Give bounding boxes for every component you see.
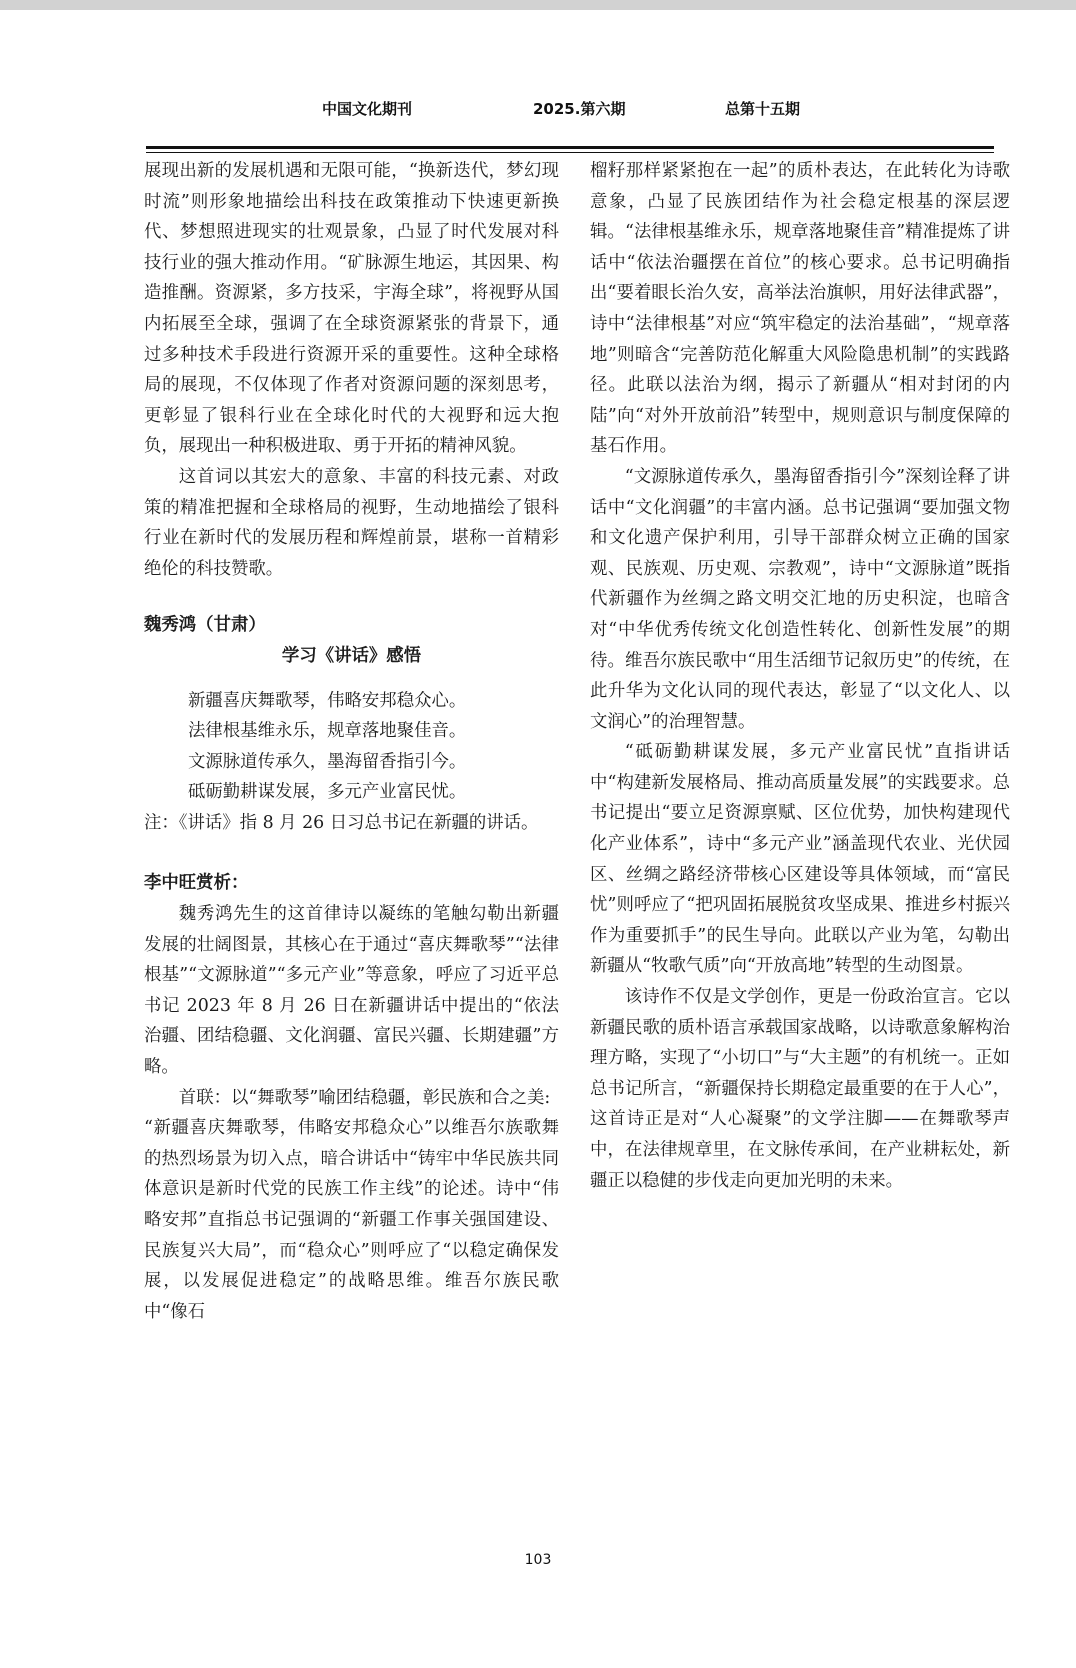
issue-label: 2025.第六期 [533, 100, 626, 118]
left-column [144, 156, 559, 1327]
journal-name: 中国文化期刊 [322, 100, 413, 118]
paragraph: 首联：以“舞歌琴”喻团结稳疆，彰民族和合之美: [178, 1087, 551, 1108]
paragraph: “砥砺勤耕谋发展，多元产业富民忧”直指讲话中“构建新发展格局、推动高质量发展”的实践要求。总书记提出“要立足资源禀赋、区位优势，加快构建现代化产业体系”，诗中“多元产业”涵盖现代农业、光伏园区、丝绸之路经济带核心区建设等具体领域，而“富民忧”则呼应了“把巩固拓展脱贫攻坚成果、推进乡村振兴作为重要抓手”的民生导向。此联以产业为笔，勾勒出新疆从“牧歌气质”向“开放高地”转型的生动图景。 [590, 742, 1010, 977]
poem-verse: 新疆喜庆舞歌琴，伟略安邦稳众心。 [188, 690, 467, 711]
header-rule-thick [146, 146, 994, 149]
right-column [590, 156, 1010, 1196]
page-number: 103 [524, 1552, 552, 1568]
paragraph: 这首词以其宏大的意象、丰富的科技元素、对政策的精准把握和全球格局的视野，生动地描绘了银科行业在新时代的发展历程和辉煌前景，堪称一首精彩绝伦的科技赞歌。 [144, 466, 559, 579]
poem-verse: 砥砺勤耕谋发展，多元产业富民忧。 [188, 782, 467, 803]
total-issue-label: 总第十五期 [725, 100, 801, 118]
paragraph: “文源脉道传承久，墨海留香指引今”深刻诠释了讲话中“文化润疆”的丰富内涵。总书记强调“要加强文物和文化遗产保护利用，引导干部群众树立正确的国家观、民族观、历史观、宗教观”，诗中“文源脉道”既指代新疆作为丝绸之路文明交汇地的历史积淀，也暗含对“中华优秀传统文化创造性转化、创新性发展”的期待。维吾尔族民歌中“用生活细节记叙历史”的传统，在此升华为文化认同的现代表达，彰显了“以文化人、以文润心”的治理智慧。 [590, 466, 1010, 732]
paragraph: “新疆喜庆舞歌琴，伟略安邦稳众心”以维吾尔族歌舞的热烈场景为切入点，暗合讲话中“铸牢中华民族共同体意识是新时代党的民族工作主线”的论述。诗中“伟略安邦”直指总书记强调的“新疆工作事关强国建设、民族复兴大局”，而“稳众心”则呼应了“以稳定确保发展，以发展促进稳定”的战略思维。维吾尔族民歌中“像石 [144, 1118, 559, 1322]
top-edge-bar [0, 0, 1076, 10]
poem-title: 学习《讲话》感悟 [281, 645, 422, 666]
poem-author: 魏秀鸿（甘肃） [144, 615, 266, 636]
critic-heading: 李中旺赏析： [144, 873, 249, 894]
poem-verses [144, 686, 559, 808]
poem-note: 注：《讲话》指 8 月 26 日习总书记在新疆的讲话。 [144, 812, 539, 833]
paragraph: 该诗作不仅是文学创作，更是一份政治宣言。它以新疆民歌的质朴语言承载国家战略，以诗歌意象解构治理方略，实现了“小切口”与“大主题”的有机统一。正如总书记所言，“新疆保持长期稳定最重要的在于人心”，这首诗正是对“人心凝聚”的文学注脚——在舞歌琴声中，在法律规章里，在文脉传承间，在产业耕耘处，新疆正以稳健的步伐走向更加光明的未来。 [590, 987, 1010, 1191]
poem-verse: 文源脉道传承久，墨海留香指引今。 [188, 751, 467, 772]
paragraph: 榴籽那样紧紧抱在一起”的质朴表达，在此转化为诗歌意象，凸显了民族团结作为社会稳定根基的深层逻辑。“法律根基维永乐，规章落地聚佳音”精准提炼了讲话中“依法治疆摆在首位”的核心要求。总书记明确指出“要着眼长治久安，高举法治旗帜，用好法律武器”，诗中“法律根基”对应“筑牢稳定的法治基础”，“规章落地”则暗含“完善防范化解重大风险隐患机制”的实践路径。此联以法治为纲，揭示了新疆从“相对封闭的内陆”向“对外开放前沿”转型中，规则意识与制度保障的基石作用。 [590, 161, 1010, 457]
paragraph: 展现出新的发展机遇和无限可能，“换新迭代，梦幻现时流”则形象地描绘出科技在政策推动下快速更新换代、梦想照进现实的壮观景象，凸显了时代发展对科技行业的强大推动作用。“矿脉源生地运，其因果、构造推酬。资源紧，多方技采，宇海全球”，将视野从国内拓展至全球，强调了在全球资源紧张的背景下，通过多种技术手段进行资源开采的重要性。这种全球格局的展现，不仅体现了作者对资源问题的深刻思考，更彰显了银科行业在全球化时代的大视野和远大抱负，展现出一种积极进取、勇于开拓的精神风貌。 [144, 161, 559, 457]
header-rule-thin [146, 152, 994, 153]
paragraph: 魏秀鸿先生的这首律诗以凝练的笔触勾勒出新疆发展的壮阔图景，其核心在于通过“喜庆舞歌琴”“法律根基”“文源脉道”“多元产业”等意象，呼应了习近平总书记 2023 年 8 月 26 日在新疆讲话中提出的“依法治疆、团结稳疆、文化润疆、富民兴疆、长期建疆”方略。 [144, 904, 559, 1078]
page-header [0, 98, 1076, 122]
poem-verse: 法律根基维永乐，规章落地聚佳音。 [188, 721, 467, 742]
